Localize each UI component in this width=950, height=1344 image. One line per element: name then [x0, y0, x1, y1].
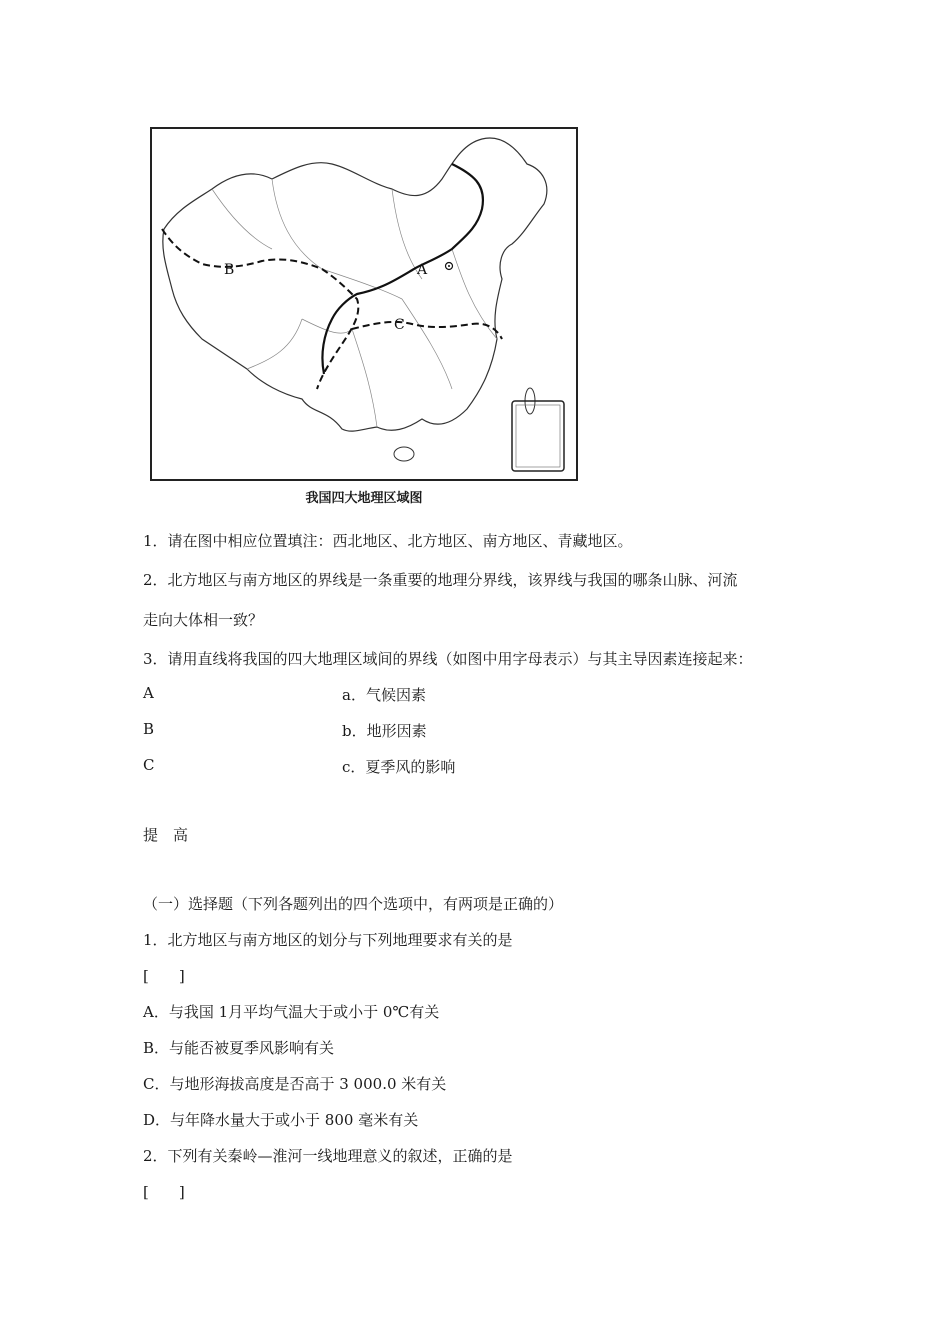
label-a: A — [417, 262, 428, 278]
mc2-stem: 2．下列有关秦岭—淮河一线地理意义的叙述，正确的是 — [143, 1147, 513, 1165]
label-b: B — [224, 262, 235, 278]
question-1: 1．请在图中相应位置填注：西北地区、北方地区、南方地区、青藏地区。 — [143, 532, 633, 550]
match-left-a: A — [143, 684, 154, 702]
question-2-line-2: 走向大体相一致？ — [143, 611, 264, 629]
match-right-b: b．地形因素 — [342, 722, 427, 740]
match-left-c: C — [143, 756, 155, 774]
mc2-bracket: [ ] — [143, 1183, 185, 1201]
mc-section-title: （一）选择题（下列各题列出的四个选项中，有两项是正确的） — [143, 895, 564, 913]
mc1-option-b: B．与能否被夏季风影响有关 — [143, 1039, 335, 1057]
china-regions-map — [150, 127, 578, 481]
boundary-b-line — [162, 229, 358, 389]
mc1-option-c: C．与地形海拔高度是否高于 3 000.0 米有关 — [143, 1075, 447, 1093]
match-right-c: c．夏季风的影响 — [342, 758, 456, 776]
label-c: C — [394, 317, 405, 333]
question-3: 3．请用直线将我国的四大地理区域间的界线（如图中用字母表示）与其主导因素连接起来： — [143, 650, 753, 668]
china-outline — [163, 138, 547, 431]
boundary-c-line — [352, 322, 502, 339]
map-drawing — [152, 129, 576, 479]
south-sea-inset — [512, 401, 564, 471]
mc1-stem: 1．北方地区与南方地区的划分与下列地理要求有关的是 — [143, 931, 513, 949]
match-left-b: B — [143, 720, 155, 738]
hainan-island — [394, 447, 414, 461]
mc1-option-d: D．与年降水量大于或小于 800 毫米有关 — [143, 1111, 419, 1129]
question-2-line-1: 2．北方地区与南方地区的界线是一条重要的地理分界线，该界线与我国的哪条山脉、河流 — [143, 571, 738, 589]
mc1-option-a: A．与我国 1月平均气温大于或小于 0℃有关 — [143, 1003, 440, 1021]
province-lines — [212, 179, 497, 427]
match-right-a: a．气候因素 — [342, 686, 426, 704]
map-caption: 我国四大地理区域图 — [305, 491, 423, 506]
mc1-bracket: [ ] — [143, 967, 185, 985]
improve-heading: 提 高 — [143, 826, 189, 844]
